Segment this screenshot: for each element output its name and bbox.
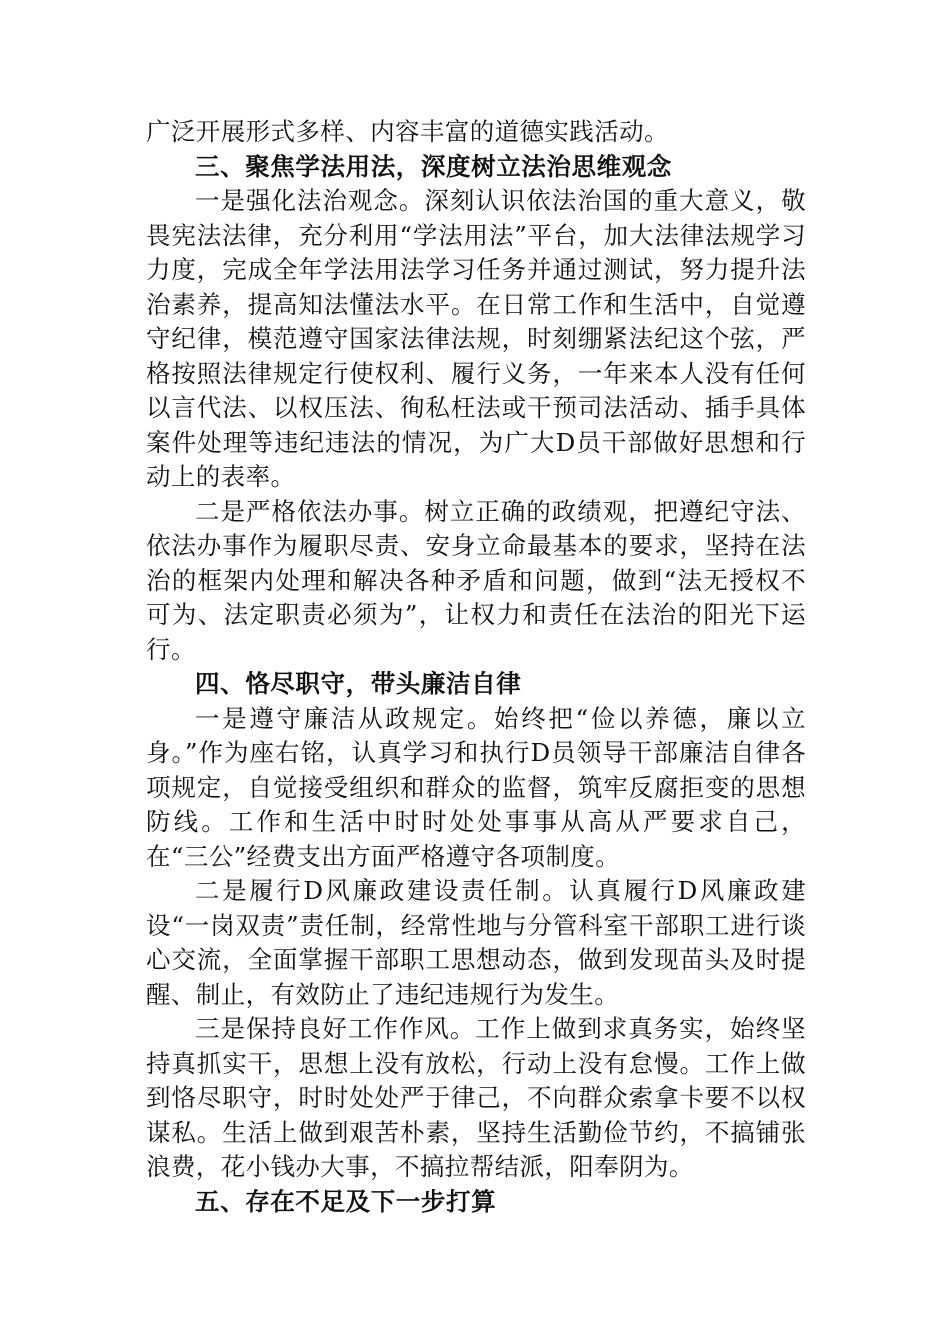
paragraph-act-according-to-law: 二是严格依法办事。树立正确的政绩观，把遵纪守法、依法办事作为履职尽责、安身立命最基本的要求，坚持在法治的框架内处理和解决各种矛盾和问题，做到“法无授权不可为、法定职责必须为”，让权力和责任在法治的阳光下运行。: [146, 496, 806, 664]
paragraph-work-style: 三是保持良好工作作风。工作上做到求真务实，始终坚持真抓实干，思想上没有放松，行动上没有怠慢。工作上做到恪尽职守，时时处处严于律己，不向群众索拿卡要不以权谋私。生活上做到艰苦朴素，坚持生活勤俭节约，不搞铺张浪费，花小钱办大事，不搞拉帮结派，阳奉阴为。: [146, 1014, 806, 1181]
section-heading-shortcomings: 五、存在不足及下一步打算: [195, 1186, 497, 1216]
paragraph-strengthen-rule-of-law: 一是强化法治观念。深刻认识依法治国的重大意义，敬畏宪法法律，充分利用“学法用法”平台，加大法律法规学习力度，完成全年学法用法学习任务并通过测试，努力提升法治素养，提高知法懂法水平。在日常工作和生活中，自觉遵守纪律，模范遵守国家法律法规，时刻绷紧法纪这个弦，严格按照法律规定行使权利、履行义务，一年来本人没有任何以言代法、以权压法、徇私枉法或干预司法活动、插手具体案件处理等违纪违法的情况，为广大D员干部做好思想和行动上的表率。: [146, 186, 806, 491]
section-heading-integrity: 四、恪尽职守，带头廉洁自律: [195, 669, 522, 698]
document-body: [146, 115, 806, 1219]
paragraph-responsibility-system: 二是履行D风廉政建设责任制。认真履行D风廉政建设“一岗双责”责任制，经常性地与分管科室干部职工进行谈心交流，全面掌握干部职工思想动态，做到发现苗头及时提醒、制止，有效防止了违纪违规行为发生。: [146, 876, 806, 1009]
section-heading-rule-of-law: 三、聚焦学法用法，深度树立法治思维观念: [195, 151, 672, 181]
paragraph-integrity-rules: 一是遵守廉洁从政规定。始终把“俭以养德，廉以立身。”作为座右铭，认真学习和执行D员领导干部廉洁自律各项规定，自觉接受组织和群众的监督，筑牢反腐拒变的思想防线。工作和生活中时时处处事事从高从严要求自己，在“三公”经费支出方面严格遵守各项制度。: [146, 703, 806, 871]
paragraph-moral-practice: 广泛开展形式多样、内容丰富的道德实践活动。: [146, 117, 669, 146]
